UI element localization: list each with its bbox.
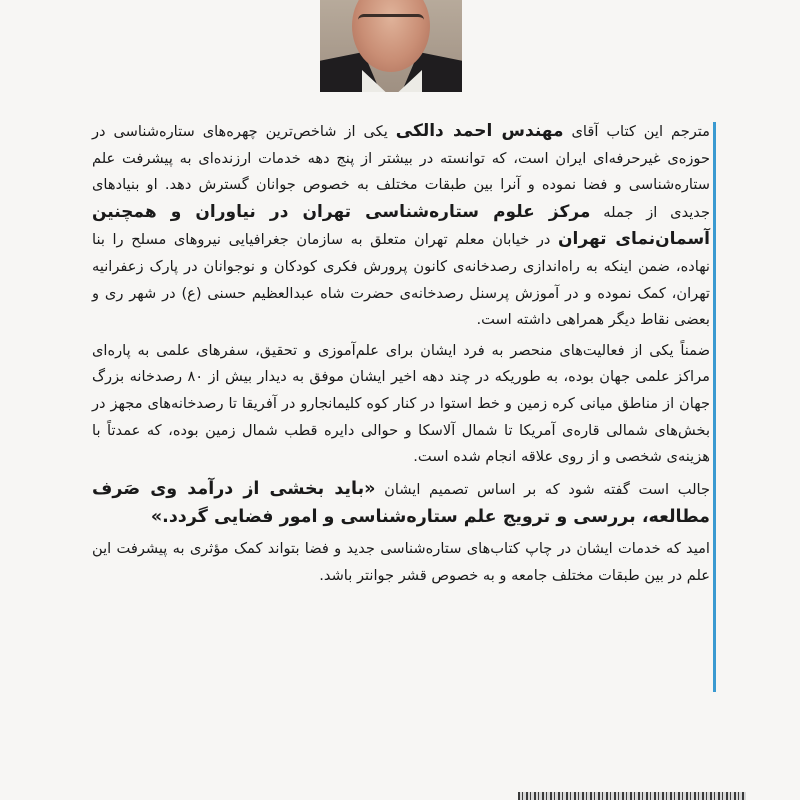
portrait-glasses-icon [358, 14, 424, 31]
author-portrait [320, 0, 462, 92]
bio-p1-end: در خیابان معلم تهران متعلق به سازمان جغرافیایی نیروهای مسلح را بنا نهاده، ضمن اینکه به راه‌اندازی رصدخانه‌ی کانون پرورش فکری کودکان و نوجوانان در پارک زعفرانیه تهران، کمک نموده و در آموزش پرسنل رصدخانه‌ی حضرت شاه عبدالعظیم حسنی (ع) در شهر ری و بعضی نقاط دیگر همراهی داشته است. [92, 231, 710, 329]
translator-bio [92, 118, 710, 593]
bio-paragraph-4: امید که خدمات ایشان در چاپ کتاب‌های ستاره‌شناسی جدید و فضا بتواند کمک مؤثری به پیشرفت این علم در بین طبقات مختلف جامعه و به خصوص قشر جوانتر باشد. [92, 539, 710, 584]
barcode-strip [518, 792, 746, 800]
bio-paragraph-3 [92, 475, 710, 532]
translator-name: مهندس احمد دالکی [395, 121, 564, 141]
bio-p1-body: یکی از شاخص‌ترین چهره‌های ستاره‌شناسی در حوزه‌ی غیرحرفه‌ای ایران است، که توانسته در بیشتر از پنج دهه خدمات ارزنده‌ای به پیشرفت علم ستاره‌شناسی و فضا نموده و آنرا بین طبقات مختلف به خصوص جوانان گسترش دهد. او بنیادهای جدیدی از جمله [92, 123, 710, 221]
accent-vertical-line [713, 122, 716, 692]
foundations-highlight: مرکز علوم ستاره‌شناسی تهران در نیاوران و همچنین آسمان‌نمای تهران [92, 201, 710, 250]
bio-p3-intro: جالب است گفته شود که بر اساس تصمیم ایشان [375, 480, 710, 498]
bio-quote: «باید بخشی از درآمد وی صَرف مطالعه، بررسی و ترویج علم ستاره‌شناسی و امور فضایی گردد.» [92, 478, 710, 528]
bio-p1-intro: مترجم این کتاب آقای [563, 123, 710, 140]
bio-paragraph-1 [92, 118, 710, 334]
bio-paragraph-2: ضمناً یکی از فعالیت‌های منحصر به فرد ایشان برای علم‌آموزی و تحقیق، سفرهای علمی به پاره‌ای مراکز علمی جهان بوده، به طوریکه در چند دهه اخیر ایشان موفق به دیدار بیش از ۸۰ رصدخانه بزرگ جهان از مناطق میانی کره زمین و خط استوا در کنار کوه کلیمانجارو در آفریقا تا رصدخانه‌های مجهز در بخش‌های شمالی قاره‌ی آمریکا تا شمال آلاسکا و حوالی دایره قطب شمال زمین بوده، که عمدتاً با هزینه‌ی شخصی و از روی علاقه انجام شده است. [92, 341, 710, 466]
